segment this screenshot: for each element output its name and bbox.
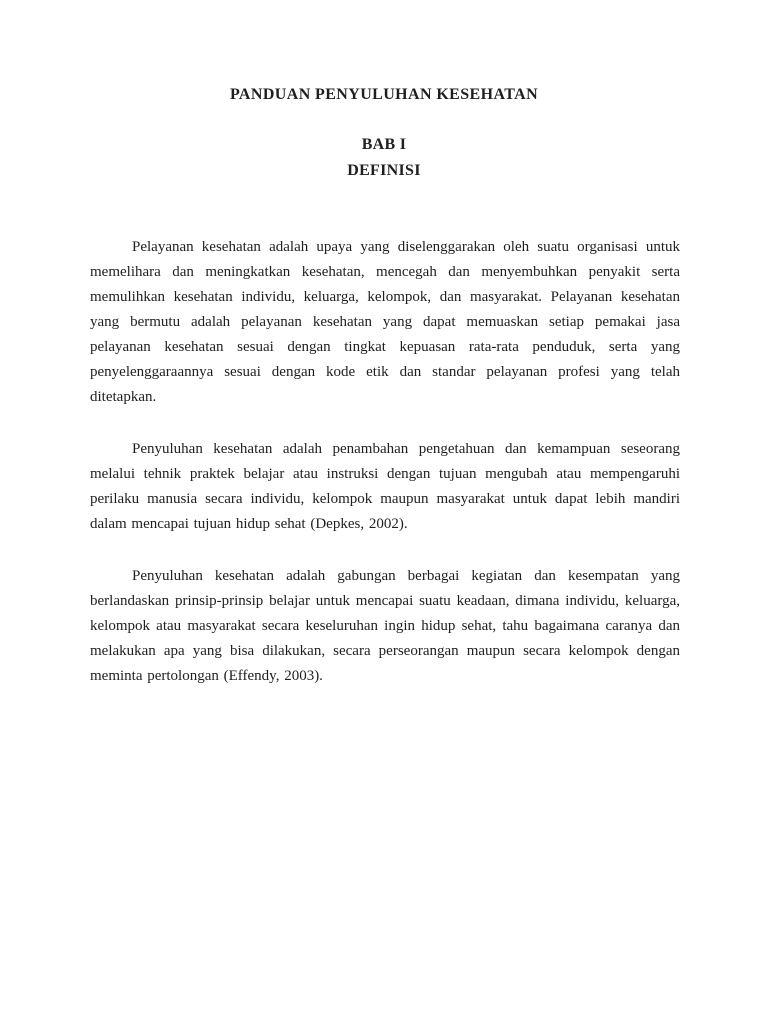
document-title: PANDUAN PENYULUHAN KESEHATAN [229, 86, 539, 103]
section-heading: DEFINISI [347, 162, 421, 179]
paragraph-pelayanan-kesehatan-definition: Pelayanan kesehatan adalah upaya yang diselenggarakan oleh suatu organisasi untuk memelihara dan meningkatkan kesehatan, mencegah dan menyembuhkan penyakit serta memulihkan kesehatan individu, keluarga, kelompok, dan masyarakat. Pelayanan kesehatan yang bermutu adalah pelayanan kesehatan yang dapat memuaskan setiap pemakai jasa pelayanan kesehatan sesuai dengan tingkat kepuasan rata-rata penduduk, serta yang penyelenggaraannya sesuai dengan kode etik dan standar pelayanan profesi yang telah ditetapkan. [90, 239, 680, 405]
chapter-heading: BAB I [361, 136, 407, 153]
paragraph-penyuluhan-kesehatan-depkes: Penyuluhan kesehatan adalah penambahan pengetahuan dan kemampuan seseorang melalui tehnik praktek belajar atau instruksi dengan tujuan mengubah atau mempengaruhi perilaku manusia secara individu, kelompok maupun masyarakat untuk dapat lebih mandiri dalam mencapai tujuan hidup sehat (Depkes, 2002). [90, 441, 680, 532]
paragraph-penyuluhan-kesehatan-effendy: Penyuluhan kesehatan adalah gabungan berbagai kegiatan dan kesempatan yang berlandaskan prinsip-prinsip belajar untuk mencapai suatu keadaan, dimana individu, keluarga, kelompok atau masyarakat secara keseluruhan ingin hidup sehat, tahu bagaimana caranya dan melakukan apa yang bisa dilakukan, secara perseorangan maupun secara kelompok dengan meminta pertolongan (Effendy, 2003). [90, 568, 680, 684]
